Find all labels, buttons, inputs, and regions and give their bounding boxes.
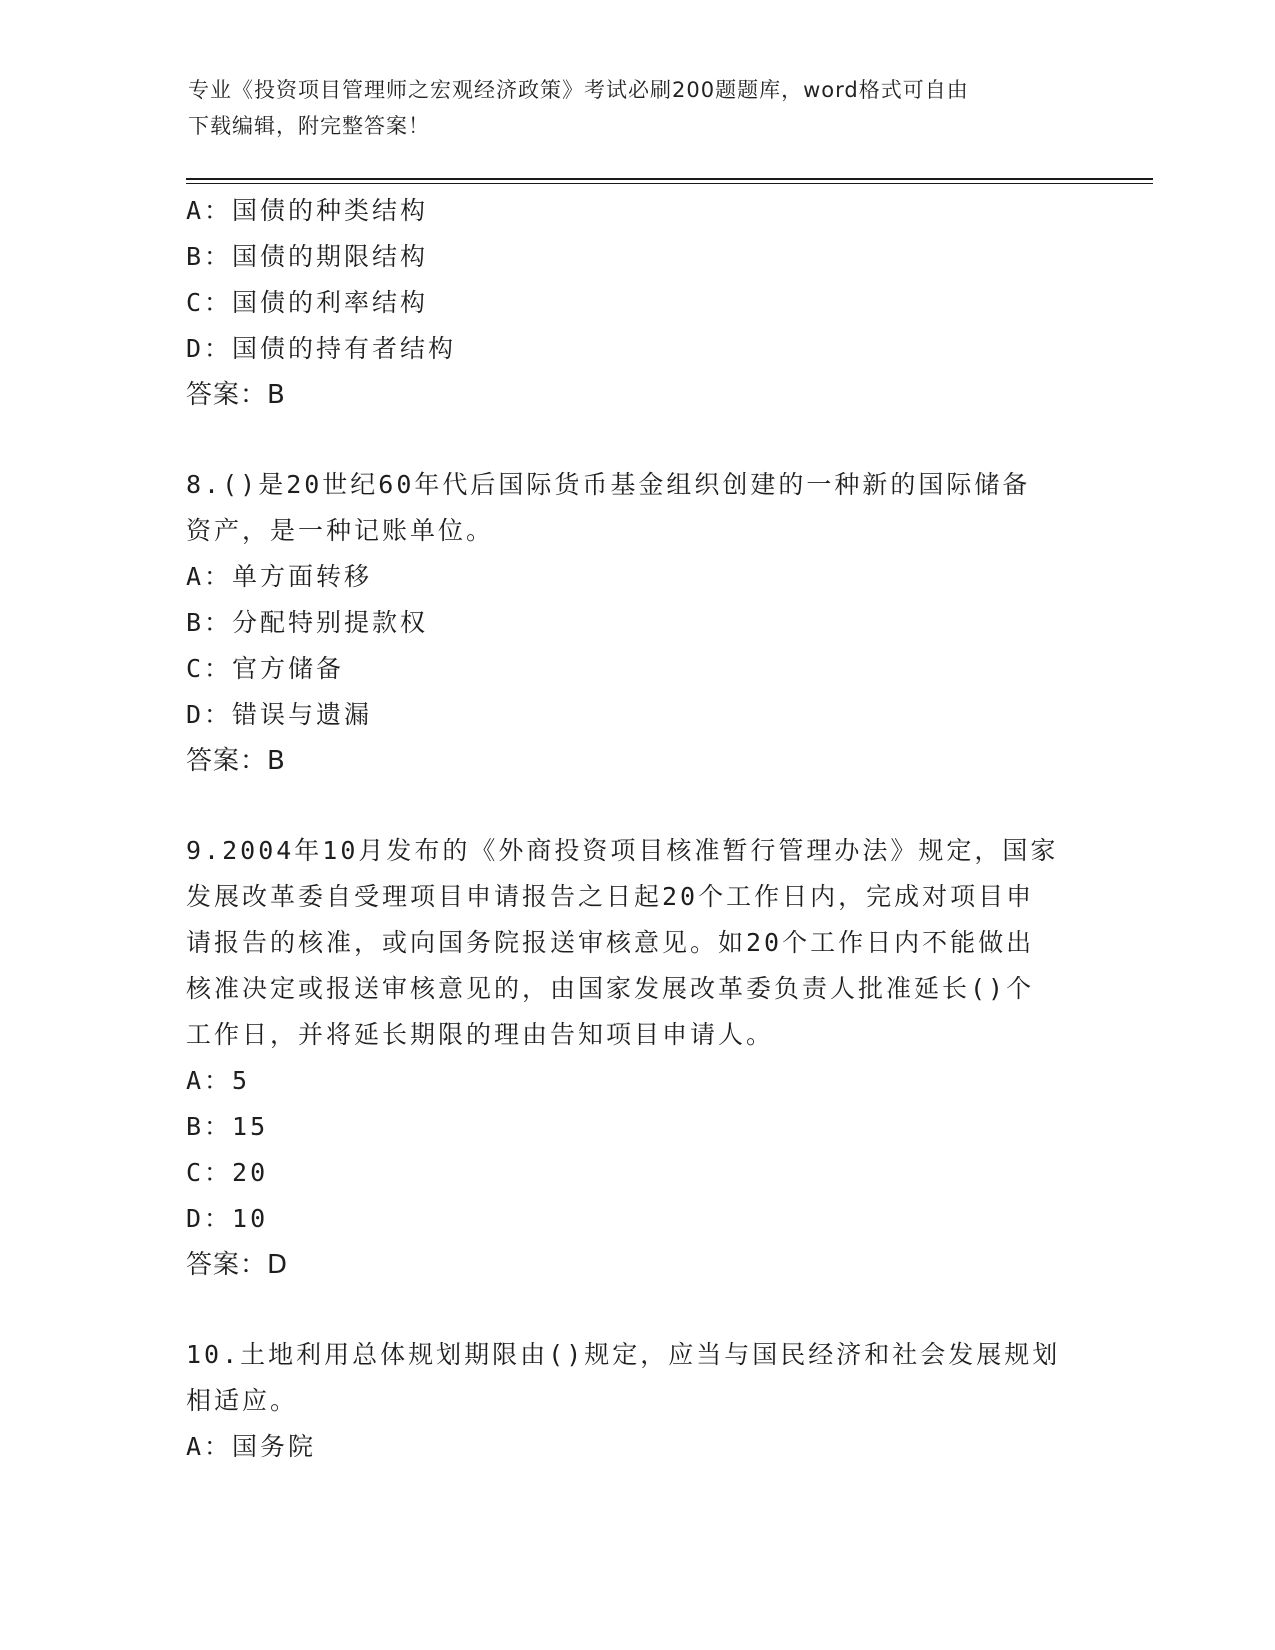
question-9-option-b: B：15 [186, 1112, 269, 1141]
document-header [188, 72, 1078, 144]
question-9-stem-line-2: 发展改革委自受理项目申请报告之日起20个工作日内，完成对项目申 [186, 882, 1035, 911]
question-9-option-d: D：10 [186, 1204, 269, 1233]
question-8-stem-line-2: 资产，是一种记账单位。 [186, 516, 495, 545]
header-line-2: 下载编辑，附完整答案！ [188, 114, 430, 138]
spacer [186, 1288, 1086, 1332]
question-9-option-a: A：5 [186, 1066, 251, 1095]
question-9-stem-line-3: 请报告的核准，或向国务院报送审核意见。如20个工作日内不能做出 [186, 928, 1035, 957]
question-9-stem-line-4: 核准决定或报送审核意见的，由国家发展改革委负责人批准延长()个 [186, 974, 1035, 1003]
question-10-option-a: A：国务院 [186, 1432, 317, 1461]
question-7-option-c: C：国债的利率结构 [186, 288, 429, 317]
question-9-option-c: C：20 [186, 1158, 269, 1187]
question-7-block [186, 188, 1086, 418]
question-8-option-d: D：错误与遗漏 [186, 700, 373, 729]
question-8-stem-line-1: 8.()是20世纪60年代后国际货币基金组织创建的一种新的国际储备 [186, 470, 1031, 499]
question-9-block [186, 828, 1086, 1288]
question-9-stem-line-5: 工作日，并将延长期限的理由告知项目申请人。 [186, 1020, 775, 1049]
question-8-option-a: A：单方面转移 [186, 562, 373, 591]
question-7-option-b: B：国债的期限结构 [186, 242, 429, 271]
question-7-option-a: A：国债的种类结构 [186, 196, 429, 225]
question-7-option-d: D：国债的持有者结构 [186, 334, 457, 363]
spacer [186, 784, 1086, 828]
header-divider-thin [186, 183, 1153, 184]
question-10-block [186, 1332, 1086, 1470]
question-8-option-b: B：分配特别提款权 [186, 608, 429, 637]
question-8-option-c: C：官方储备 [186, 654, 345, 683]
header-line-1: 专业《投资项目管理师之宏观经济政策》考试必刷200题题库，word格式可自由 [188, 78, 969, 102]
question-10-stem-line-2: 相适应。 [186, 1386, 299, 1415]
question-7-answer: 答案：B [186, 380, 286, 410]
question-9-answer: 答案：D [186, 1250, 289, 1280]
question-list [186, 188, 1086, 1470]
spacer [186, 418, 1086, 462]
question-8-answer: 答案：B [186, 746, 286, 776]
header-divider-thick [186, 178, 1153, 180]
question-10-stem-line-1: 10.土地利用总体规划期限由()规定，应当与国民经济和社会发展规划 [186, 1340, 1061, 1369]
question-9-stem-line-1: 9.2004年10月发布的《外商投资项目核准暂行管理办法》规定，国家 [186, 836, 1059, 865]
question-8-block [186, 462, 1086, 784]
